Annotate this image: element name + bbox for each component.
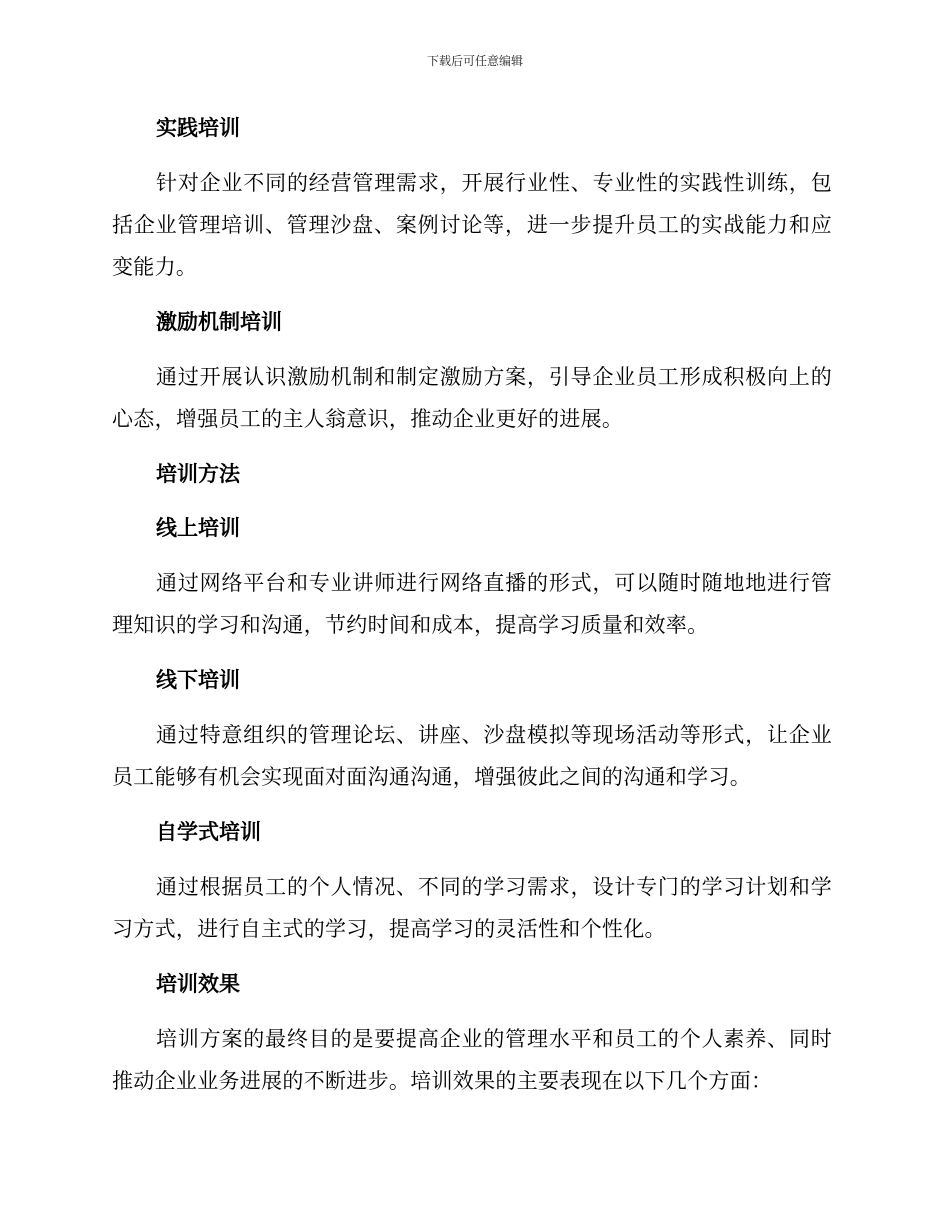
section-heading-self-study-training: 自学式培训 <box>156 820 261 844</box>
paragraph-offline-training: 通过特意组织的管理论坛、讲座、沙盘模拟等现场活动等形式，让企业员工能够有机会实现面对面沟通沟通，增强彼此之间的沟通和学习。 <box>112 723 832 789</box>
document-body <box>112 108 832 1116</box>
section-heading-training-effect: 培训效果 <box>156 972 240 996</box>
section-heading-online-training: 线上培训 <box>156 516 240 540</box>
paragraph-incentive-training: 通过开展认识激励机制和制定激励方案，引导企业员工形成积极向上的心态，增强员工的主人翁意识，推动企业更好的进展。 <box>112 365 832 431</box>
section-heading-training-methods: 培训方法 <box>156 462 240 486</box>
paragraph-self-study-training: 通过根据员工的个人情况、不同的学习需求，设计专门的学习计划和学习方式，进行自主式的学习，提高学习的灵活性和个性化。 <box>112 875 832 941</box>
section-heading-offline-training: 线下培训 <box>156 668 240 692</box>
paragraph-training-effect: 培训方案的最终目的是要提高企业的管理水平和员工的个人素养、同时推动企业业务进展的不断进步。培训效果的主要表现在以下几个方面： <box>112 1027 832 1093</box>
section-heading-practice-training: 实践培训 <box>156 116 240 140</box>
paragraph-practice-training: 针对企业不同的经营管理需求，开展行业性、专业性的实践性训练，包括企业管理培训、管理沙盘、案例讨论等，进一步提升员工的实战能力和应变能力。 <box>112 171 832 279</box>
section-heading-incentive-training: 激励机制培训 <box>156 310 282 334</box>
page-header: 下载后可任意编辑 <box>426 54 523 68</box>
paragraph-online-training: 通过网络平台和专业讲师进行网络直播的形式，可以随时随地地进行管理知识的学习和沟通，节约时间和成本，提高学习质量和效率。 <box>112 571 832 637</box>
